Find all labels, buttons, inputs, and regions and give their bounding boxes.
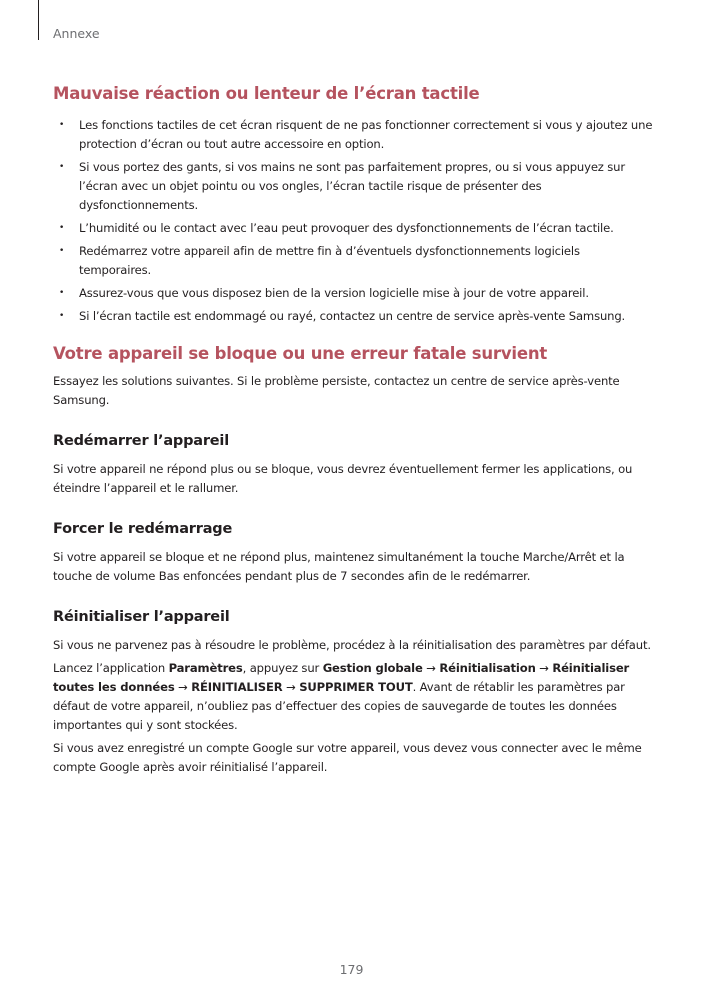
heading-reset: Réinitialiser l’appareil [53,609,230,625]
header-rule [38,0,39,40]
page-number: 179 [339,962,364,977]
text-run: . Avant de rétablir les paramètres par défaut de votre appareil, n’oubliez pas d’effectuer des copies de sauvegarde de toutes les données importantes qui y sont stockées. [53,680,625,732]
menu-path-reset-button: RÉINITIALISER [191,680,283,694]
section-label: Annexe [53,26,100,41]
arrow-icon: → [282,680,300,694]
arrow-icon: → [174,680,192,694]
heading-force-restart: Forcer le redémarrage [53,521,233,537]
restart-text: Si votre appareil ne répond plus ou se bloque, vous devrez éventuellement fermer les applications, ou éteindre l’appareil et le rallumer. [53,462,633,495]
list-item: • Les fonctions tactiles de cet écran risquent de ne pas fonctionner correctement si vous y ajoutez une protection d’écran ou tout autre accessoire en option. [53,116,653,154]
touch-issues-list [53,116,653,326]
arrow-icon: → [422,661,440,675]
arrow-icon: → [535,661,553,675]
menu-path-factory-reset: Réinitialiser toutes les données [53,661,630,694]
list-item: • Si vous portez des gants, si vos mains ne sont pas parfaitement propres, ou si vous appuyez sur l’écran avec un objet pointu ou vos ongles, l’écran tactile risque de présenter des dysfonctionnements. [53,158,653,215]
menu-path-settings: Paramètres [168,661,243,675]
text-run: Lancez l’application [53,661,169,675]
heading-restart: Redémarrer l’appareil [53,433,229,449]
heading-touch-issues: Mauvaise réaction ou lenteur de l’écran tactile [53,84,480,103]
list-item: • Redémarrez votre appareil afin de mettre fin à d’éventuels dysfonctionnements logiciels temporaires. [53,242,653,280]
list-item: • L’humidité ou le contact avec l’eau peut provoquer des dysfonctionnements de l’écran tactile. [53,219,653,238]
text-run: , appuyez sur [242,661,323,675]
page-content [53,80,653,777]
list-item: • Assurez-vous que vous disposez bien de la version logicielle mise à jour de votre appareil. [53,284,653,303]
reset-google-account: Si vous avez enregistré un compte Google sur votre appareil, vous devez vous connecter avec le même compte Google après avoir réinitialisé l’appareil. [53,741,642,774]
force-restart-text: Si votre appareil se bloque et ne répond plus, maintenez simultanément la touche Marche/Arrêt et la touche de volume Bas enfoncées pendant plus de 7 secondes afin de le redémarrer. [53,550,625,583]
menu-path-general-management: Gestion globale [322,661,423,675]
menu-path-delete-all: SUPPRIMER TOUT [299,680,413,694]
reset-intro: Si vous ne parvenez pas à résoudre le problème, procédez à la réinitialisation des paramètres par défaut. [53,638,651,652]
menu-path-reset: Réinitialisation [439,661,536,675]
list-item: • Si l’écran tactile est endommagé ou rayé, contactez un centre de service après-vente Samsung. [53,307,653,326]
freeze-intro: Essayez les solutions suivantes. Si le problème persiste, contactez un centre de service après-vente Samsung. [53,374,620,407]
reset-steps [53,659,653,735]
heading-freeze: Votre appareil se bloque ou une erreur fatale survient [53,344,548,363]
